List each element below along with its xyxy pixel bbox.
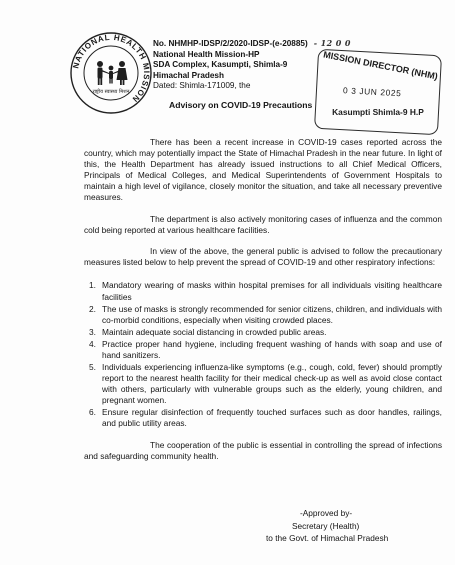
list-item: 6. Ensure regular disinfection of frequently touched surfaces such as door handles, railings, and public utility areas. (89, 406, 442, 429)
logo-inner-text: राष्ट्रीय स्वास्थ्य मिशन (92, 89, 130, 95)
list-item: 4. Practice proper hand hygiene, including frequent washing of hands with soap and use of hand sanitizers. (89, 338, 442, 360)
paragraph-monitoring: The department is also actively monitoring cases of influenza and the common cold being reported at various healthcare facilities. (84, 214, 442, 236)
received-stamp (314, 49, 442, 135)
stamp-place: Kasumpti Shimla-9 H.P (332, 107, 424, 118)
letter-header (153, 38, 351, 92)
stamp-title: MISSION DIRECTOR (NHM) (322, 49, 439, 82)
reference-line (153, 38, 351, 50)
list-item: 3. Maintain adequate social distancing in crowded public areas. (89, 326, 327, 337)
list-item: 5. Individuals experiencing influenza-like symptoms (e.g., cough, cold, fever) should promptly report to the nearest health facility for their medical check-up as well as avoid close contact with others, particularly with vulnerable groups such as the elderly, young children, and pregnant women. (89, 361, 442, 405)
list-item: 2. The use of masks is strongly recommended for senior citizens, children, and individuals with co-morbid conditions, especially when visiting crowded places. (89, 303, 442, 325)
reference-number: No. NHMHP-IDSP/2/2020-IDSP-(e-20885) (153, 39, 308, 48)
logo-ring-text: NATIONAL HEALTH MISSION (71, 32, 152, 105)
signatory-designation: Secretary (Health) (292, 521, 360, 531)
dated-line: Dated: Shimla-171009, the (153, 81, 251, 91)
list-item: 1. Mandatory wearing of masks within hospital premises for all individuals visiting healthcare facilities (89, 280, 442, 302)
paragraph-cooperation: The cooperation of the public is essential in controlling the spread of infections and safeguarding community health. (84, 440, 442, 462)
address-line-1: SDA Complex, Kasumpti, Shimla-9 (153, 60, 288, 70)
paragraph-intro: There has been a recent increase in COVID-19 cases reported across the country, which may potentially impact the State of Himachal Pradesh in the near future. In light of this, the Health Department has already issued instructions to all Chief Medical Officers, Principals of Medical Colleges, and Medical Superintendents of Government Hospitals to maintain a high level of vigilance, closely monitor the situation, and take all necessary preventive measures. (84, 137, 442, 203)
precaution-list (84, 280, 442, 429)
advisory-body (84, 137, 442, 462)
approved-by: -Approved by- (300, 508, 353, 518)
signatory-office: to the Govt. of Himachal Pradesh (266, 533, 389, 543)
nhm-emblem-icon (68, 30, 154, 116)
nhm-logo (68, 30, 154, 116)
handwritten-reference: - 12 0 0 (313, 38, 351, 48)
address-line-2: Himachal Pradesh (153, 70, 224, 80)
paragraph-advice: In view of the above, the general public is advised to follow the precautionary measures listed below to help prevent the spread of COVID-19 and other respiratory infections: (84, 246, 442, 268)
organization-name: National Health Mission-HP (153, 49, 260, 59)
subject-heading: Advisory on COVID-19 Precautions (169, 100, 313, 110)
stamp-date: 0 3 JUN 2025 (342, 85, 402, 99)
